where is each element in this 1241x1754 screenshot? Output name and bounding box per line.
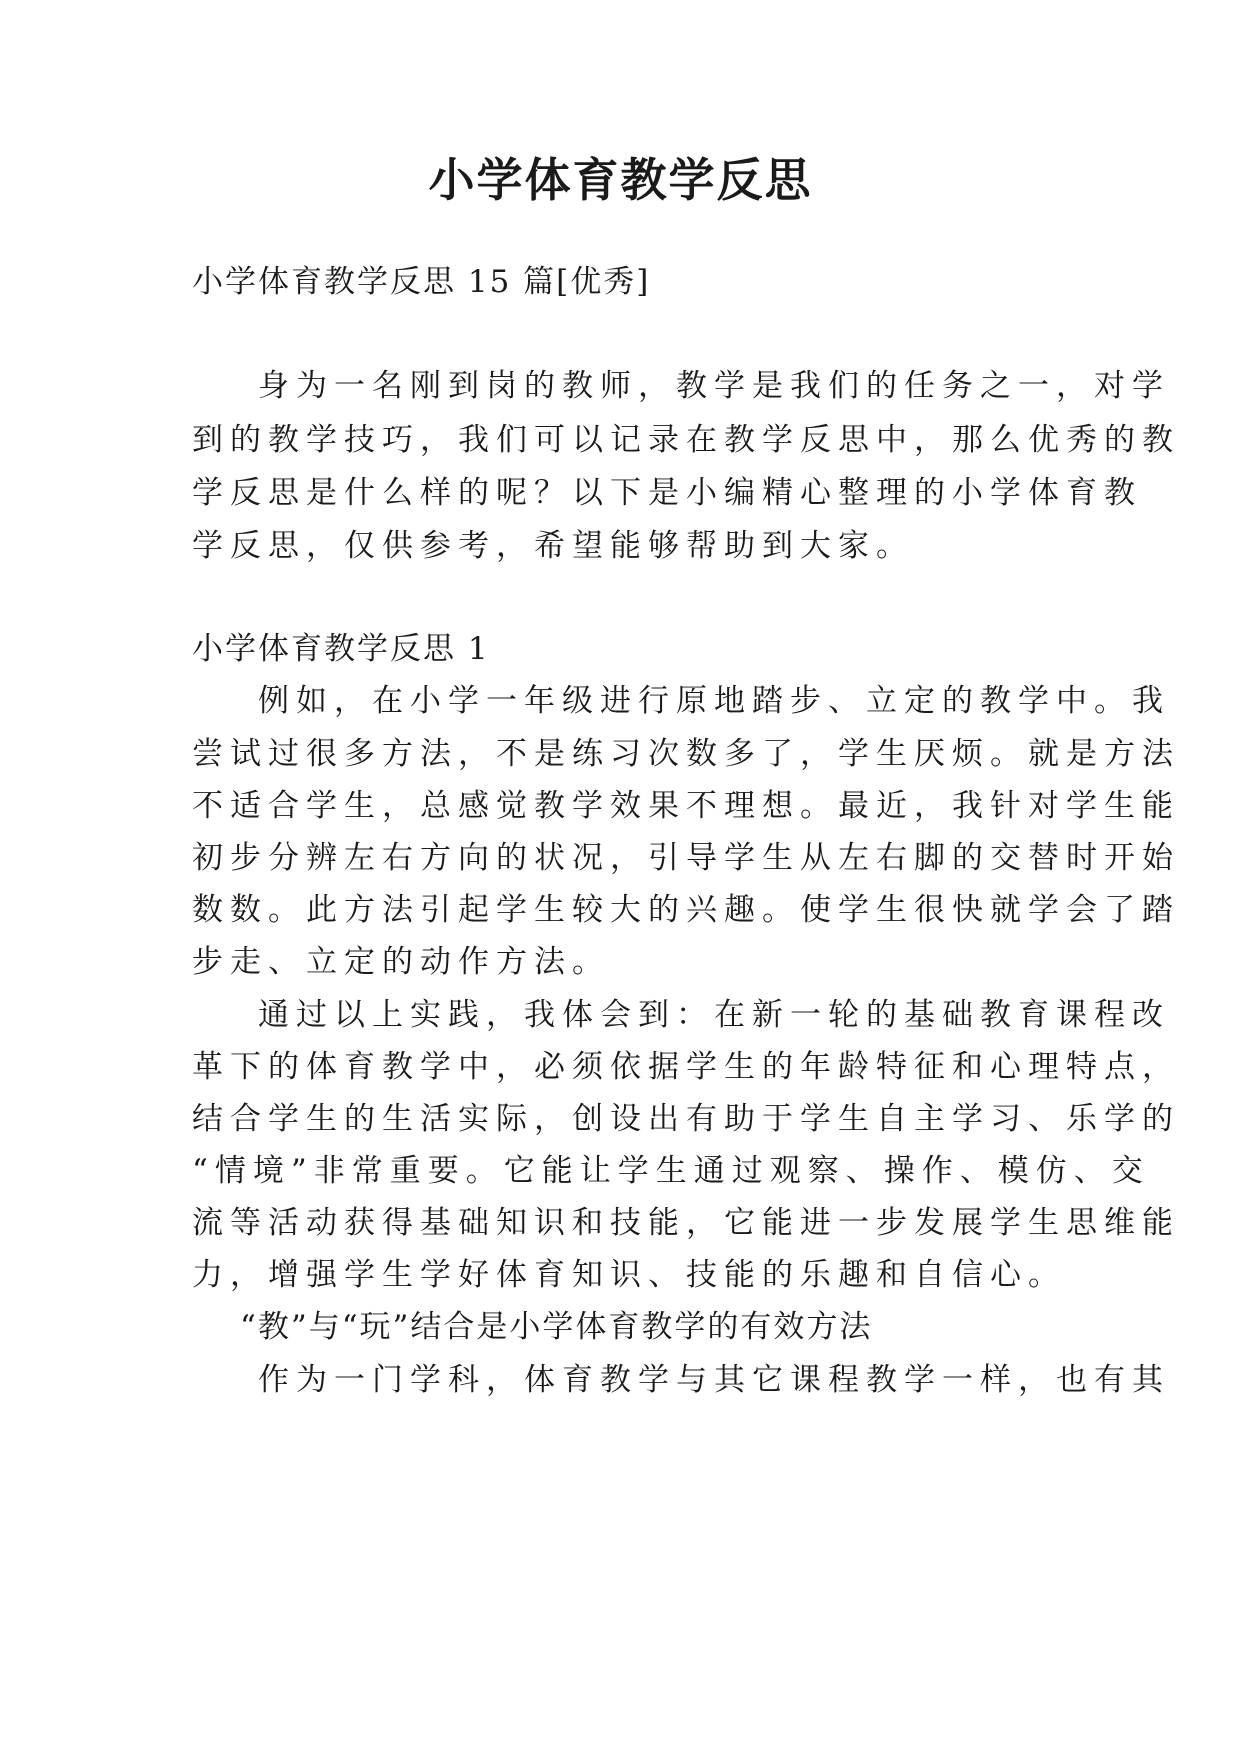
body-line: 步走、立定的动作方法。 xyxy=(192,944,610,980)
body-line: 革下的体育教学中，必须依据学生的年龄特征和心理特点， xyxy=(192,1049,1180,1085)
body-line: 数数。此方法引起学生较大的兴趣。使学生很快就学会了踏 xyxy=(192,892,1180,928)
body-line: 通过以上实践，我体会到：在新一轮的基础教育课程改 xyxy=(258,997,1170,1033)
body-line: 作为一门学科，体育教学与其它课程教学一样，也有其 xyxy=(258,1362,1170,1398)
body-line: 尝试过很多方法，不是练习次数多了，学生厌烦。就是方法 xyxy=(192,736,1180,772)
body-line: “教”与“玩”结合是小学体育教学的有效方法 xyxy=(240,1309,873,1345)
section-heading: 小学体育教学反思 1 xyxy=(192,631,490,667)
body-line: 例如，在小学一年级进行原地踏步、立定的教学中。我 xyxy=(258,683,1170,719)
intro-line: 学反思，仅供参考，希望能够帮助到大家。 xyxy=(192,528,914,564)
document-subtitle: 小学体育教学反思 15 篇[优秀] xyxy=(192,264,651,300)
body-line: 力，增强学生学好体育知识、技能的乐趣和自信心。 xyxy=(192,1257,1066,1293)
intro-line: 到的教学技巧，我们可以记录在教学反思中，那么优秀的教 xyxy=(192,422,1180,458)
body-line: 初步分辨左右方向的状况，引导学生从左右脚的交替时开始 xyxy=(192,840,1180,876)
intro-line: 学反思是什么样的呢？以下是小编精心整理的小学体育教 xyxy=(192,475,1142,511)
page-title: 小学体育教学反思 xyxy=(428,153,813,207)
body-line: 流等活动获得基础知识和技能，它能进一步发展学生思维能 xyxy=(192,1205,1180,1241)
body-line: “情境”非常重要。它能让学生通过观察、操作、模仿、交 xyxy=(192,1153,1150,1189)
body-line: 结合学生的生活实际，创设出有助于学生自主学习、乐学的 xyxy=(192,1101,1180,1137)
body-line: 不适合学生，总感觉教学效果不理想。最近，我针对学生能 xyxy=(192,788,1180,824)
intro-line: 身为一名刚到岗的教师，教学是我们的任务之一，对学 xyxy=(258,368,1170,404)
